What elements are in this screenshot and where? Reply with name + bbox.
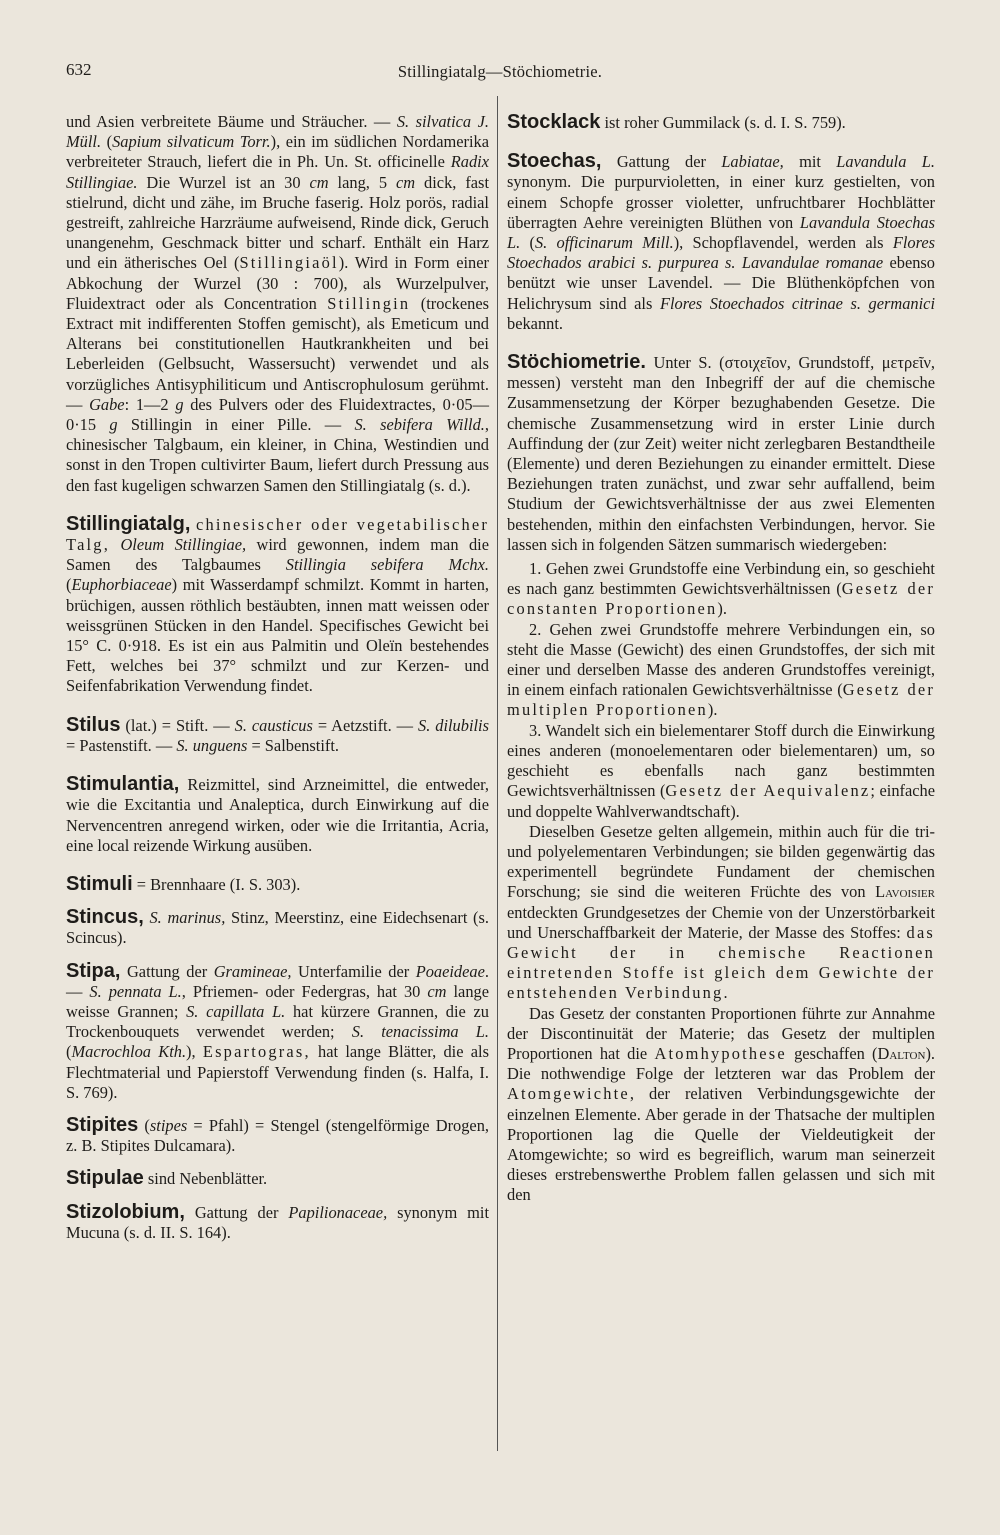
entry-stoechiometrie: Stöchiometrie. Unter S. (στοιχεῖον, Grundstoff, μετρεῖν, messen) versteht man den Inbegriff der auf die chemische Zusammensetzung der Körper bezughabenden Gesetze. Die chemische Zusammensetzung wird in erster Linie durch Auffindung der (zur Zeit) weiter nicht zerlegbaren Bestandtheile (Elemente) und deren Beziehungen zu einander ermittelt. Diese Beziehungen traten zunächst, und zwar sehr auffallend, beim Studium der Gewichtsverhältnisse der aus zwei Elementen bestehenden, mithin den einfachsten Verbindungen, hervor. Sie lassen sich in folgenden Sätzen summarisch wiedergeben: [507,351,935,554]
left-column [66,112,489,1243]
headword: Stöchiometrie. [507,351,646,374]
entry-stoechas: Stoechas, Gattung der Labiatae, mit Lavandula L. synonym. Die purpurvioletten, in einer kurz gestielten, von einem Schopfe grosser violetter, unfruchtbarer Hochblätter überragten Aehre vereinigten Blüthen von Lavandula Stoechas L. (S. officinarum Mill.), Schopflavendel, werden als Flores Stoechados arabici s. purpurea s. Lavandulae romanae ebenso benützt wie unser Lavendel. — Die Blüthenköpfchen von Helichrysum sind als Flores Stoechados citrinae s. germanici bekannt. [507,150,935,333]
right-column [507,112,935,1206]
headword: Stocklack [507,111,601,133]
rule-constant-proportions: 1. Gehen zwei Grundstoffe eine Verbindung ein, so geschieht es nach ganz bestimmten Gewichtsverhältnissen (Gesetz der constanten Proportionen). [507,559,935,619]
page-number: 632 [66,60,92,79]
paragraph-atom-hypothesis: Das Gesetz der constanten Proportionen führte zur Annahme der Discontinuität der Materie; das Gesetz der multiplen Proportionen hat die Atomhypothese geschaffen (Dalton). Die nothwendige Folge der letzteren war das Problem der Atomgewichte, der relativen Verbindungsgewichte der einzelnen Elemente. Aber gerade in der Thatsache der multiplen Proportionen lag die Quelle der Vieldeutigkeit der Atomgewichte; so wird es begreiflich, warum man seinerzeit dieses erstrebenswerthe Problem fallen gelassen und sich mit den [507,1003,935,1205]
entry-stilus: Stilus (lat.) = Stift. — S. causticus = Aetzstift. — S. dilubilis = Pastenstift. — S. unguens = Salbenstift. [66,713,489,755]
rule-multiple-proportions: 2. Gehen zwei Grundstoffe mehrere Verbindungen ein, so steht die Masse (Gewicht) des einen Grundstoffes, der sich mit einer und derselben Masse des anderen Grundstoffes vereinigt, in einem einfach rationalen Gewichtsverhältnisse (Gesetz der multiplen Proportionen). [507,619,935,720]
headword: Stimulantia, [66,773,180,796]
headword: Stilus [66,713,121,736]
entry-stipa: Stipa, Gattung der Gramineae, Unterfamilie der Poaeideae. — S. pennata L., Pfriemen- oder Federgras, hat 30 cm lange weisse Grannen; S. capillata L. hat kürzere Grannen, die zu Trockenbouquets verwendet werden; S. tenacissima L. (Macrochloa Kth.), Espartogras, hat lange Blätter, die als Flechtmaterial und Papierstoff Verwendung finden (s. Halfa, I. S. 769). [66,959,489,1102]
headword: Stincus, [66,906,144,929]
paragraph-general-laws: Dieselben Gesetze gelten allgemein, mithin auch für die tri- und polyelementaren Verbindungen; sie bilden gegenwärtig das experimentell begründete Fundament der chemischen Forschung; sie sind die weiteren Früchte des von Lavoisier entdeckten Grundgesetzes der Chemie von der Unzerstörbarkeit und Unerschaffbarkeit der Materie, der Masse des Stoffes: das Gewicht der in chemische Reactionen eintretenden Stoffe ist gleich dem Gewichte der entstehenden Verbindung. [507,821,935,1003]
entry-stimuli: Stimuli = Brennhaare (I. S. 303). [66,872,301,895]
entry-stillingia-continued: und Asien verbreitete Bäume und Sträucher. — S. silvatica J. Müll. (Sapium silvaticum Torr.), ein im südlichen Nordamerika verbreiteter Strauch, liefert die in Ph. Un. St. officinelle Radix Stillingiae. Die Wurzel ist an 30 cm lang, 5 cm dick, fast stielrund, dicht und zähe, im Bruche faserig. Holz porös, radial gestreift, zahlreiche Harzräume aufweisend, Rinde dick, Geruch unangenehm, Geschmack bitter und scharf. Enthält ein Harz und ein ätherisches Oel (Stillingiaöl). Wird in Form einer Abkochung der Wurzel (30 : 700), als Wurzelpulver, Fluidextract oder als Concentration Stillingin (trockenes Extract mit indifferenten Stoffen gemischt), als Emeticum und Alterans bei constitutionellen Hautkrankheiten und bei Leberleiden (Gelbsucht, Wassersucht) verwendet und als vorzügliches Antisyphiliticum und Antiscrophulosum gerühmt. — Gabe: 1—2 g des Pulvers oder des Fluidextractes, 0·05—0·15 g Stillingin in einer Pille. — S. sebifera Willd., chinesischer Talgbaum, ein kleiner, in China, Westindien und sonst in den Tropen cultivirter Baum, liefert durch Pressung aus den fast kugeligen schwarzen Samen den Stillingiatalg (s. d.). [66,112,490,495]
column-divider [497,96,498,1451]
entry-stincus: Stincus, S. marinus, Stinz, Meerstinz, eine Eidechsenart (s. Scincus). [66,906,489,948]
headword: Stillingiatalg, [66,512,191,535]
headword: Stipulae [66,1167,144,1190]
headword: Stipites [66,1113,139,1136]
headword: Stipa, [66,959,121,982]
rule-equivalence: 3. Wandelt sich ein bielementarer Stoff durch die Einwirkung eines anderen (monoelementaren oder bielementaren) um, so geschieht es ebenfalls nach ganz bestimmten Gewichtsverhältnissen (Gesetz der Aequivalenz; einfache und doppelte Wahlverwandtschaft). [507,720,935,821]
entry-stillingiatalg: Stillingiatalg, chinesischer oder vegetabilischer Talg, Oleum Stillingiae, wird gewonnen, indem man die Samen des Talgbaumes Stillingia sebifera Mchx. (Euphorbiaceae) mit Wasserdampf schmilzt. Kommt in harten, brüchigen, aussen röthlich bestäubten, innen matt weissen oder weissgrünen Stücken in den Handel. Specifisches Gewicht bei 15° C. 0·918. Es ist ein aus Palmitin und Oleïn bestehendes Fett, welches bei 37° schmilzt und zur Kerzen- und Seifenfabrikation Verwendung findet. [66,512,489,696]
entry-stizolobium: Stizolobium, Gattung der Papilionaceae, synonym mit Mucuna (s. d. II. S. 164). [66,1200,489,1242]
entry-stocklack: Stocklack ist roher Gummilack (s. d. I. S. 759). [507,111,846,133]
headword: Stimuli [66,872,133,895]
entry-stipulae: Stipulae sind Nebenblätter. [66,1167,268,1190]
entry-stimulantia: Stimulantia, Reizmittel, sind Arzneimittel, die entweder, wie die Excitantia und Analeptica, durch Einwirkung auf die Nervencentren anregend wirken, oder wie die Irritantia, Acria, eine local reizende Wirkung ausüben. [66,773,489,855]
entry-stipites: Stipites (stipes = Pfahl) = Stengel (stengelförmige Drogen, z. B. Stipites Dulcamara). [66,1113,489,1156]
headword: Stoechas, [507,150,602,173]
headword: Stizolobium, [66,1200,185,1223]
running-head: Stillingiatalg—Stöchiometrie. [397,62,603,81]
